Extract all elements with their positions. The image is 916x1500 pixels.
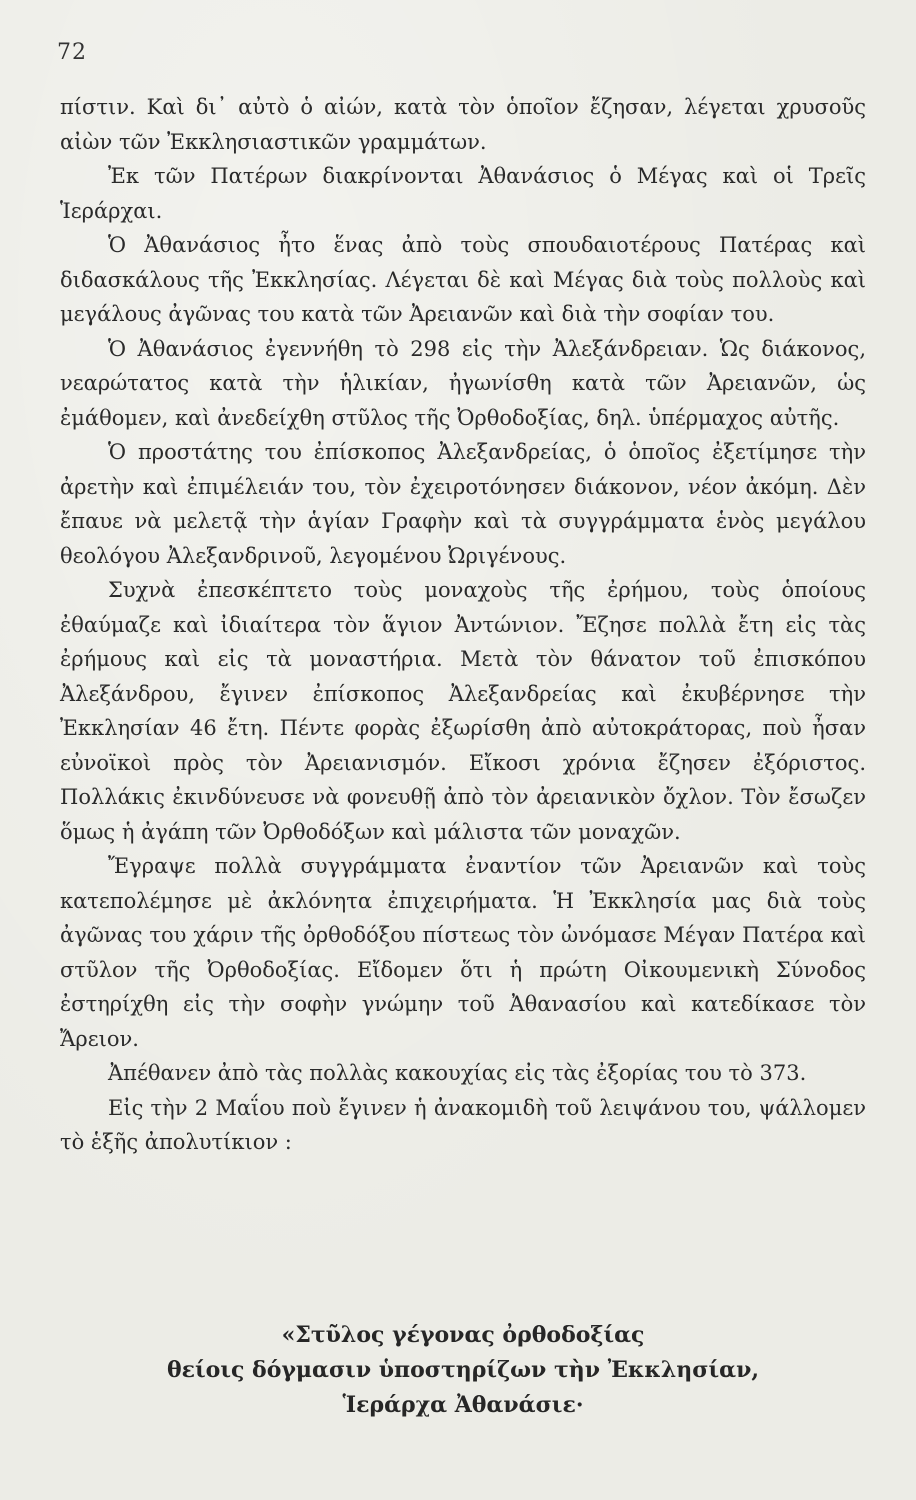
apolytikion-hymn (60, 1318, 866, 1423)
paragraph-1: πίστιν. Καὶ δι᾿ αὐτὸ ὁ αἰών, κατὰ τὸν ὁποῖον ἔζησαν, λέγεται χρυσοῦς αἰὼν τῶν Ἐκκλησιαστικῶν γραμμάτων. (60, 95, 866, 154)
paragraph-6: Συχνὰ ἐπεσκέπτετο τοὺς μοναχοὺς τῆς ἐρήμου, τοὺς ὁποίους ἐθαύμαζε καὶ ἰδιαίτερα τὸν ἅγιον Ἀντώνιον. Ἔζησε πολλὰ ἔτη εἰς τὰς ἐρήμους καὶ εἰς τὰ μοναστήρια. Μετὰ τὸν θάνατον τοῦ ἐπισκόπου Ἀλεξάνδρου, ἔγινεν ἐπίσκοπος Ἀλεξανδρείας καὶ ἐκυβέρνησε τὴν Ἐκκλησίαν 46 ἔτη. Πέντε φορὰς ἐξωρίσθη ἀπὸ αὐτοκράτορας, ποὺ ἦσαν εὐνοϊκοὶ πρὸς τὸν Ἀρειανισμόν. Εἴκοσι χρόνια ἔζησεν ἐξόριστος. Πολλάκις ἐκινδύνευσε νὰ φονευθῇ ἀπὸ τὸν ἀρειανικὸν ὄχλον. Τὸν ἔσωζεν ὅμως ἡ ἀγάπη τῶν Ὀρθοδόξων καὶ μάλιστα τῶν μοναχῶν. (60, 578, 866, 844)
paragraph-8: Ἀπέθανεν ἀπὸ τὰς πολλὰς κακουχίας εἰς τὰς ἐξορίας του τὸ 373. (108, 1061, 807, 1085)
page-number: 72 (57, 40, 87, 65)
paragraph-4: Ὁ Ἀθανάσιος ἐγεννήθη τὸ 298 εἰς τὴν Ἀλεξάνδρειαν. Ὡς διάκονος, νεαρώτατος κατὰ τὴν ἡλικίαν, ἠγωνίσθη κατὰ τῶν Ἀρειανῶν, ὡς ἐμάθομεν, καὶ ἀνεδείχθη στῦλος τῆς Ὀρθοδοξίας, δηλ. ὑπέρμαχος αὐτῆς. (60, 336, 866, 430)
hymn-line-2: θείοις δόγμασιν ὑποστηρίζων τὴν Ἐκκλησίαν, (166, 1357, 760, 1383)
paragraph-5: Ὁ προστάτης του ἐπίσκοπος Ἀλεξανδρείας, ὁ ὁποῖος ἐξετίμησε τὴν ἀρετὴν καὶ ἐπιμέλειάν του, τὸν ἐχειροτόνησεν διάκονον, νέον ἀκόμη. Δὲν ἔπαυε νὰ μελετᾷ τὴν ἁγίαν Γραφὴν καὶ τὰ συγγράμματα ἑνὸς μεγάλου θεολόγου Ἀλεξανδρινοῦ, λεγομένου Ὠριγένους. (60, 440, 866, 568)
hymn-line-3: Ἱεράρχα Ἀθανάσιε· (342, 1392, 584, 1418)
hymn-line-1: «Στῦλος γέγονας ὀρθοδοξίας (281, 1322, 645, 1348)
paragraph-3: Ὁ Ἀθανάσιος ἦτο ἕνας ἀπὸ τοὺς σπουδαιοτέρους Πατέρας καὶ διδασκάλους τῆς Ἐκκλησίας. Λέγεται δὲ καὶ Μέγας διὰ τοὺς πολλοὺς καὶ μεγάλους ἀγῶνας του κατὰ τῶν Ἀρειανῶν καὶ διὰ τὴν σοφίαν του. (60, 233, 866, 326)
paragraph-9: Εἰς τὴν 2 Μαΐου ποὺ ἔγινεν ἡ ἀνακομιδὴ τοῦ λειψάνου του, ψάλλομεν τὸ ἑξῆς ἀπολυτίκιον : (60, 1095, 866, 1154)
body-text (60, 90, 866, 1160)
paragraph-7: Ἔγραψε πολλὰ συγγράμματα ἐναντίον τῶν Ἀρειανῶν καὶ τοὺς κατεπολέμησε μὲ ἀκλόνητα ἐπιχειρήματα. Ἡ Ἐκκλησία μας διὰ τοὺς ἀγῶνας του χάριν τῆς ὀρθοδόξου πίστεως τὸν ὠνόμασε Μέγαν Πατέρα καὶ στῦλον τῆς Ὀρθοδοξίας. Εἴδομεν ὅτι ἡ πρώτη Οἰκουμενικὴ Σύνοδος ἐστηρίχθη εἰς τὴν σοφὴν γνώμην τοῦ Ἀθανασίου καὶ κατεδίκασε τὸν Ἄρειον. (60, 854, 866, 1051)
paragraph-2: Ἐκ τῶν Πατέρων διακρίνονται Ἀθανάσιος ὁ Μέγας καὶ οἱ Τρεῖς Ἱεράρχαι. (60, 164, 866, 223)
